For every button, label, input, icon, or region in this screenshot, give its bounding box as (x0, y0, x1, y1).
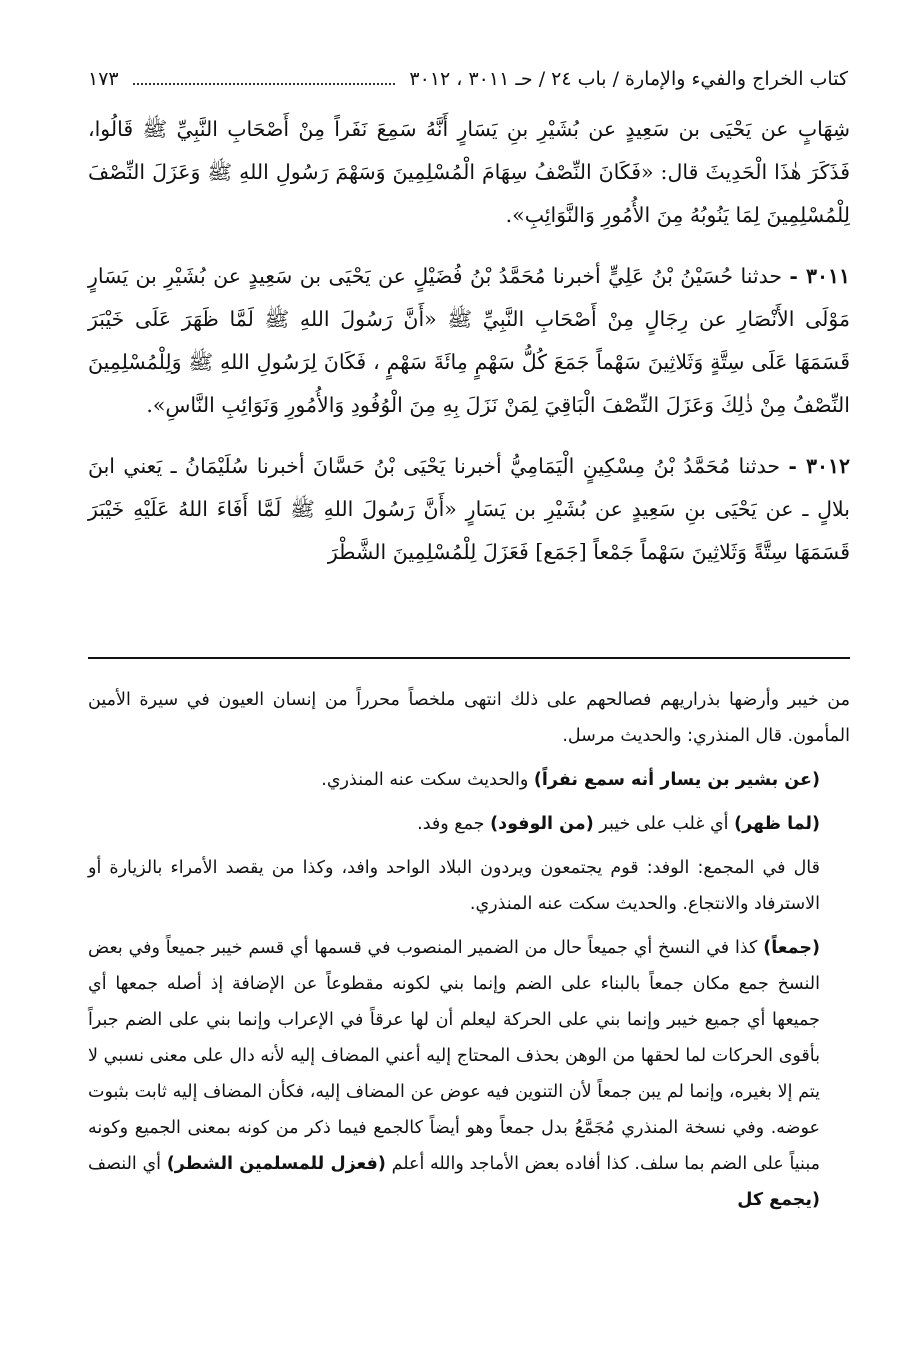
hadith-3011 (88, 255, 850, 427)
hadith-number-3012: ٣٠١٢ - (788, 454, 850, 478)
hadith-text-block (88, 108, 850, 592)
commentary-block (88, 682, 850, 1226)
commentary-lemma: (جمعاً) (763, 938, 820, 958)
page-header (88, 62, 848, 96)
commentary-text-3b: جمع وفد. (417, 814, 485, 834)
commentary-paragraph-5 (88, 930, 850, 1218)
commentary-paragraph-3 (88, 806, 850, 842)
commentary-paragraph-4 (88, 850, 850, 922)
hadith-3012 (88, 445, 850, 574)
dotted-leader (133, 73, 396, 85)
commentary-lemma: (لما ظهر) (734, 814, 820, 834)
footnote-divider (88, 657, 850, 659)
hadith-number-3011: ٣٠١١ - (789, 264, 850, 288)
commentary-lemma: (فعزل للمسلمين الشطر) (166, 1154, 386, 1174)
commentary-text-1: من خيبر وأرضها بذراريهم فصالحهم على ذلك انتهى ملخصاً محرراً من إنسان العيون في سيرة الأمين المأمون. قال المنذري: والحديث مرسل. (88, 690, 850, 746)
commentary-text-4: قال في المجمع: الوفد: قوم يجتمعون ويردون البلاد الواحد وافد، وكذا من يقصد الأمراء بالزيارة أو الاسترفاد والانتجاع. والحديث سكت عنه المنذري. (88, 858, 820, 914)
commentary-text-5b: أي النصف (88, 1154, 162, 1174)
commentary-paragraph-1 (88, 682, 850, 754)
running-title: كتاب الخراج والفيء والإمارة / باب ٢٤ / حـ ٣٠١١ ، ٣٠١٢ (409, 68, 848, 90)
hadith-text-3012: حدثنا مُحَمَّدُ بْنُ مِسْكِينٍ الْيَمَامِيُّ أخبرنا يَحْيَى بْنُ حَسَّانَ أخبرنا سُلَيْمَانُ ـ يَعني ابنَ بلالٍ ـ عن يَحْيَى بنِ سَعِيدٍ عن بُشَيْرِ بن يَسَارٍ «أَنَّ رَسُولَ اللهِ ﷺ لَمَّا أَفَاءَ اللهُ عَلَيْهِ خَيْبَرَ قَسَمَهَا سِتَّةً وَثَلاثِينَ سَهْماً جَمْعاً [جَمَع] فَعَزَلَ لِلْمُسْلِمِينَ الشَّطْرَ (88, 454, 850, 564)
commentary-text-5a: كذا في النسخ أي جميعاً حال من الضمير المنصوب في قسمها أي قسم خيبر جميعاً وفي بعض النسخ جمع مكان جمعاً بالبناء على الضم وإنما بني لكونه مقطوعاً عن الإضافة إذ أصله جمعها أي جميعها أي جميع خيبر وإنما بني على الحركة ليعلم أن لها عرقاً في الإعراب وإنما بني على الضم جبراً بأقوى الحركات لما لحقها من الوهن بحذف المحتاج إليه أعني المضاف إليه لأنه دال على معنى نسبي لا يتم إلا بغيره، وإنما لم يبن جمعاً لأن التنوين فيه عوض عن المضاف إليه، فكأن المضاف إليه ثابت بثبوت عوضه. وفي نسخة المنذري مُجَمَّعُ بدل جمعاً وهو أيضاً كالجمع فيما ذكر من كونه بمعنى الجميع وكونه مبنياً على الضم بما سلف. كذا أفاده بعض الأماجد والله أعلم (88, 938, 820, 1174)
hadith-text-3011: حدثنا حُسَيْنُ بْنُ عَلِيٍّ أخبرنا مُحَمَّدُ بْنُ فُضَيْلٍ عن يَحْيَى بن سَعِيدٍ عن بُشَيْرِ بن يَسَارٍ مَوْلَى الأَنْصَارِ عن رِجَالٍ مِنْ أَصْحَابِ النَّبِيِّ ﷺ «أَنَّ رَسُولَ اللهِ ﷺ لَمَّا ظَهَرَ عَلَى خَيْبَرَ قَسَمَهَا عَلَى سِتَّةٍ وَثَلاثِينَ سَهْماً جَمَعَ كُلُّ سَهْمٍ مِائَةَ سَهْمٍ ، فَكَانَ لِرَسُولِ اللهِ ﷺ وَلِلْمُسْلِمِينَ النِّصْفُ مِنْ ذٰلِكَ وَعَزَلَ النِّصْفَ الْبَاقِيَ لِمَنْ نَزَلَ بِهِ مِنَ الْوُفُودِ وَالأُمُورِ وَنَوَائِبِ النَّاسِ». (88, 264, 850, 417)
continuation-text: شِهَابٍ عن يَحْيَى بن سَعِيدٍ عن بُشَيْرِ بنِ يَسَارٍ أَنَّهُ سَمِعَ نَفَراً مِنْ أَصْحَابِ النَّبِيِّ ﷺ قَالُوا، فَذَكَرَ هٰذَا الْحَدِيثَ قال: «فَكَانَ النِّصْفُ سِهَامَ الْمُسْلِمِينَ وَسَهْمَ رَسُولِ اللهِ ﷺ وَعَزَلَ النِّصْفَ لِلْمُسْلِمِينَ لِمَا يَنُوبُهُ مِنَ الأُمُورِ وَالنَّوَائِبِ». (88, 117, 850, 227)
commentary-paragraph-2 (88, 762, 850, 798)
commentary-text-2: والحديث سكت عنه المنذري. (321, 770, 529, 790)
commentary-lemma: (عن بشير بن يسار أنه سمع نفراً) (533, 770, 820, 790)
commentary-lemma: (من الوفود) (490, 814, 594, 834)
commentary-text-3a: أي غلب على خيبر (599, 814, 729, 834)
page-number: ١٧٣ (88, 68, 119, 90)
hadith-continuation (88, 108, 850, 237)
commentary-lemma: (يجمع كل (737, 1190, 820, 1210)
